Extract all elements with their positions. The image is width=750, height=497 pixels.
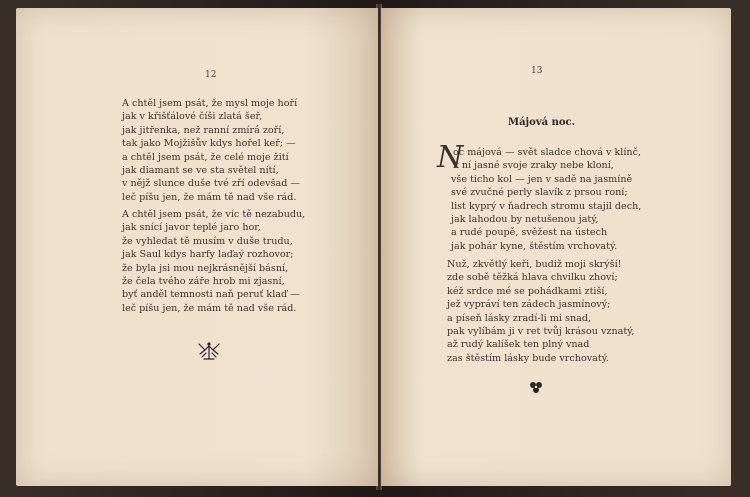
right-stanza-1 bbox=[451, 146, 641, 253]
verse-line: A chtěl jsem psát, že mysl moje hoří bbox=[122, 98, 298, 109]
verse-line: zas štěstím lásky bude vrchovatý. bbox=[447, 352, 609, 364]
right-stanza-2 bbox=[447, 258, 634, 365]
verse-line: A chtěl jsem psát, že víc tě nezabudu, bbox=[122, 209, 306, 220]
verse-line: a rudé poupě, svěžest na ústech bbox=[451, 227, 608, 239]
drop-cap: N bbox=[437, 140, 464, 175]
verse-line: zde sobě těžká hlava chvilku zhoví; bbox=[447, 272, 618, 284]
verse-line: jak lahodou by netušenou jatý, bbox=[451, 214, 599, 226]
verse-line: Nuž, zkvětlý keři, budiž moji skrýší! bbox=[447, 259, 622, 270]
verse-line: vše ticho kol — jen v sadě na jasmíně bbox=[451, 173, 633, 185]
verse-line: leč píšu jen, že mám tě nad vše rád. bbox=[122, 302, 297, 314]
verse-line: jak v křišťálové číši zlatá šeř, bbox=[122, 111, 263, 123]
page-number-left: 12 bbox=[205, 70, 217, 80]
left-stanza-1 bbox=[122, 97, 300, 204]
verse-line: leč píšu jen, že mám tě nad vše rád. bbox=[122, 191, 297, 203]
verse-line: že byla jsi mou nejkrásnější básní, bbox=[122, 262, 289, 274]
verse-line: že čela tvého záře hrob mi zjasní, bbox=[122, 276, 285, 288]
floral-vignette-icon bbox=[528, 380, 544, 394]
verse-line: kéž srdce mé se pohádkami ztiší, bbox=[447, 285, 608, 297]
verse-line: jak pohár kyne, štěstím vrchovatý. bbox=[451, 240, 618, 252]
verse-line: a chtěl jsem psát, že celé moje žití bbox=[122, 151, 289, 163]
verse-line: a píseň lásky zradí-li mi snad, bbox=[447, 312, 592, 324]
left-page bbox=[16, 8, 378, 486]
palm-vignette-icon bbox=[196, 340, 222, 362]
verse-line: že vyhledat tě musím v duše trudu, bbox=[122, 235, 293, 247]
verse-line: tak jako Mojžišův kdys hořel keř; — bbox=[122, 138, 296, 150]
verse-line: list kyprý v ňadrech stromu stajil dech, bbox=[451, 200, 642, 212]
verse-line: v nějž slunce duše tvé zří odevšad — bbox=[122, 178, 301, 190]
page-number-right: 13 bbox=[531, 66, 543, 76]
verse-line: pak vylíbám ji v ret tvůj krásou vznatý, bbox=[447, 326, 635, 338]
verse-line: jak diamant se ve sta světel nítí, bbox=[122, 165, 279, 177]
verse-line: oc májová — svět sladce chová v klínč, bbox=[453, 147, 642, 158]
verse-line: až rudý kalíšek ten plný vnad bbox=[447, 339, 590, 351]
verse-line: byť anděl temnosti naň peruť klaď — bbox=[122, 289, 300, 301]
verse-line: své zvučné perly slavík z prsou roní; bbox=[451, 187, 628, 199]
verse-line: jak jitřenka, než ranní zmírá zoří, bbox=[122, 124, 285, 136]
verse-line: jak snící javor teplé jaro hor, bbox=[122, 222, 261, 234]
verse-line: k ní jasné svoje zraky nebe kloní, bbox=[453, 160, 614, 172]
poem-title: Májová noc. bbox=[508, 117, 576, 128]
verse-line: jak Saul kdys harfy laďaý rozhovor; bbox=[122, 249, 294, 261]
left-stanza-2 bbox=[122, 208, 305, 315]
right-page bbox=[381, 8, 731, 486]
verse-line: jež vypráví ten zádech jasmínový; bbox=[447, 299, 611, 311]
